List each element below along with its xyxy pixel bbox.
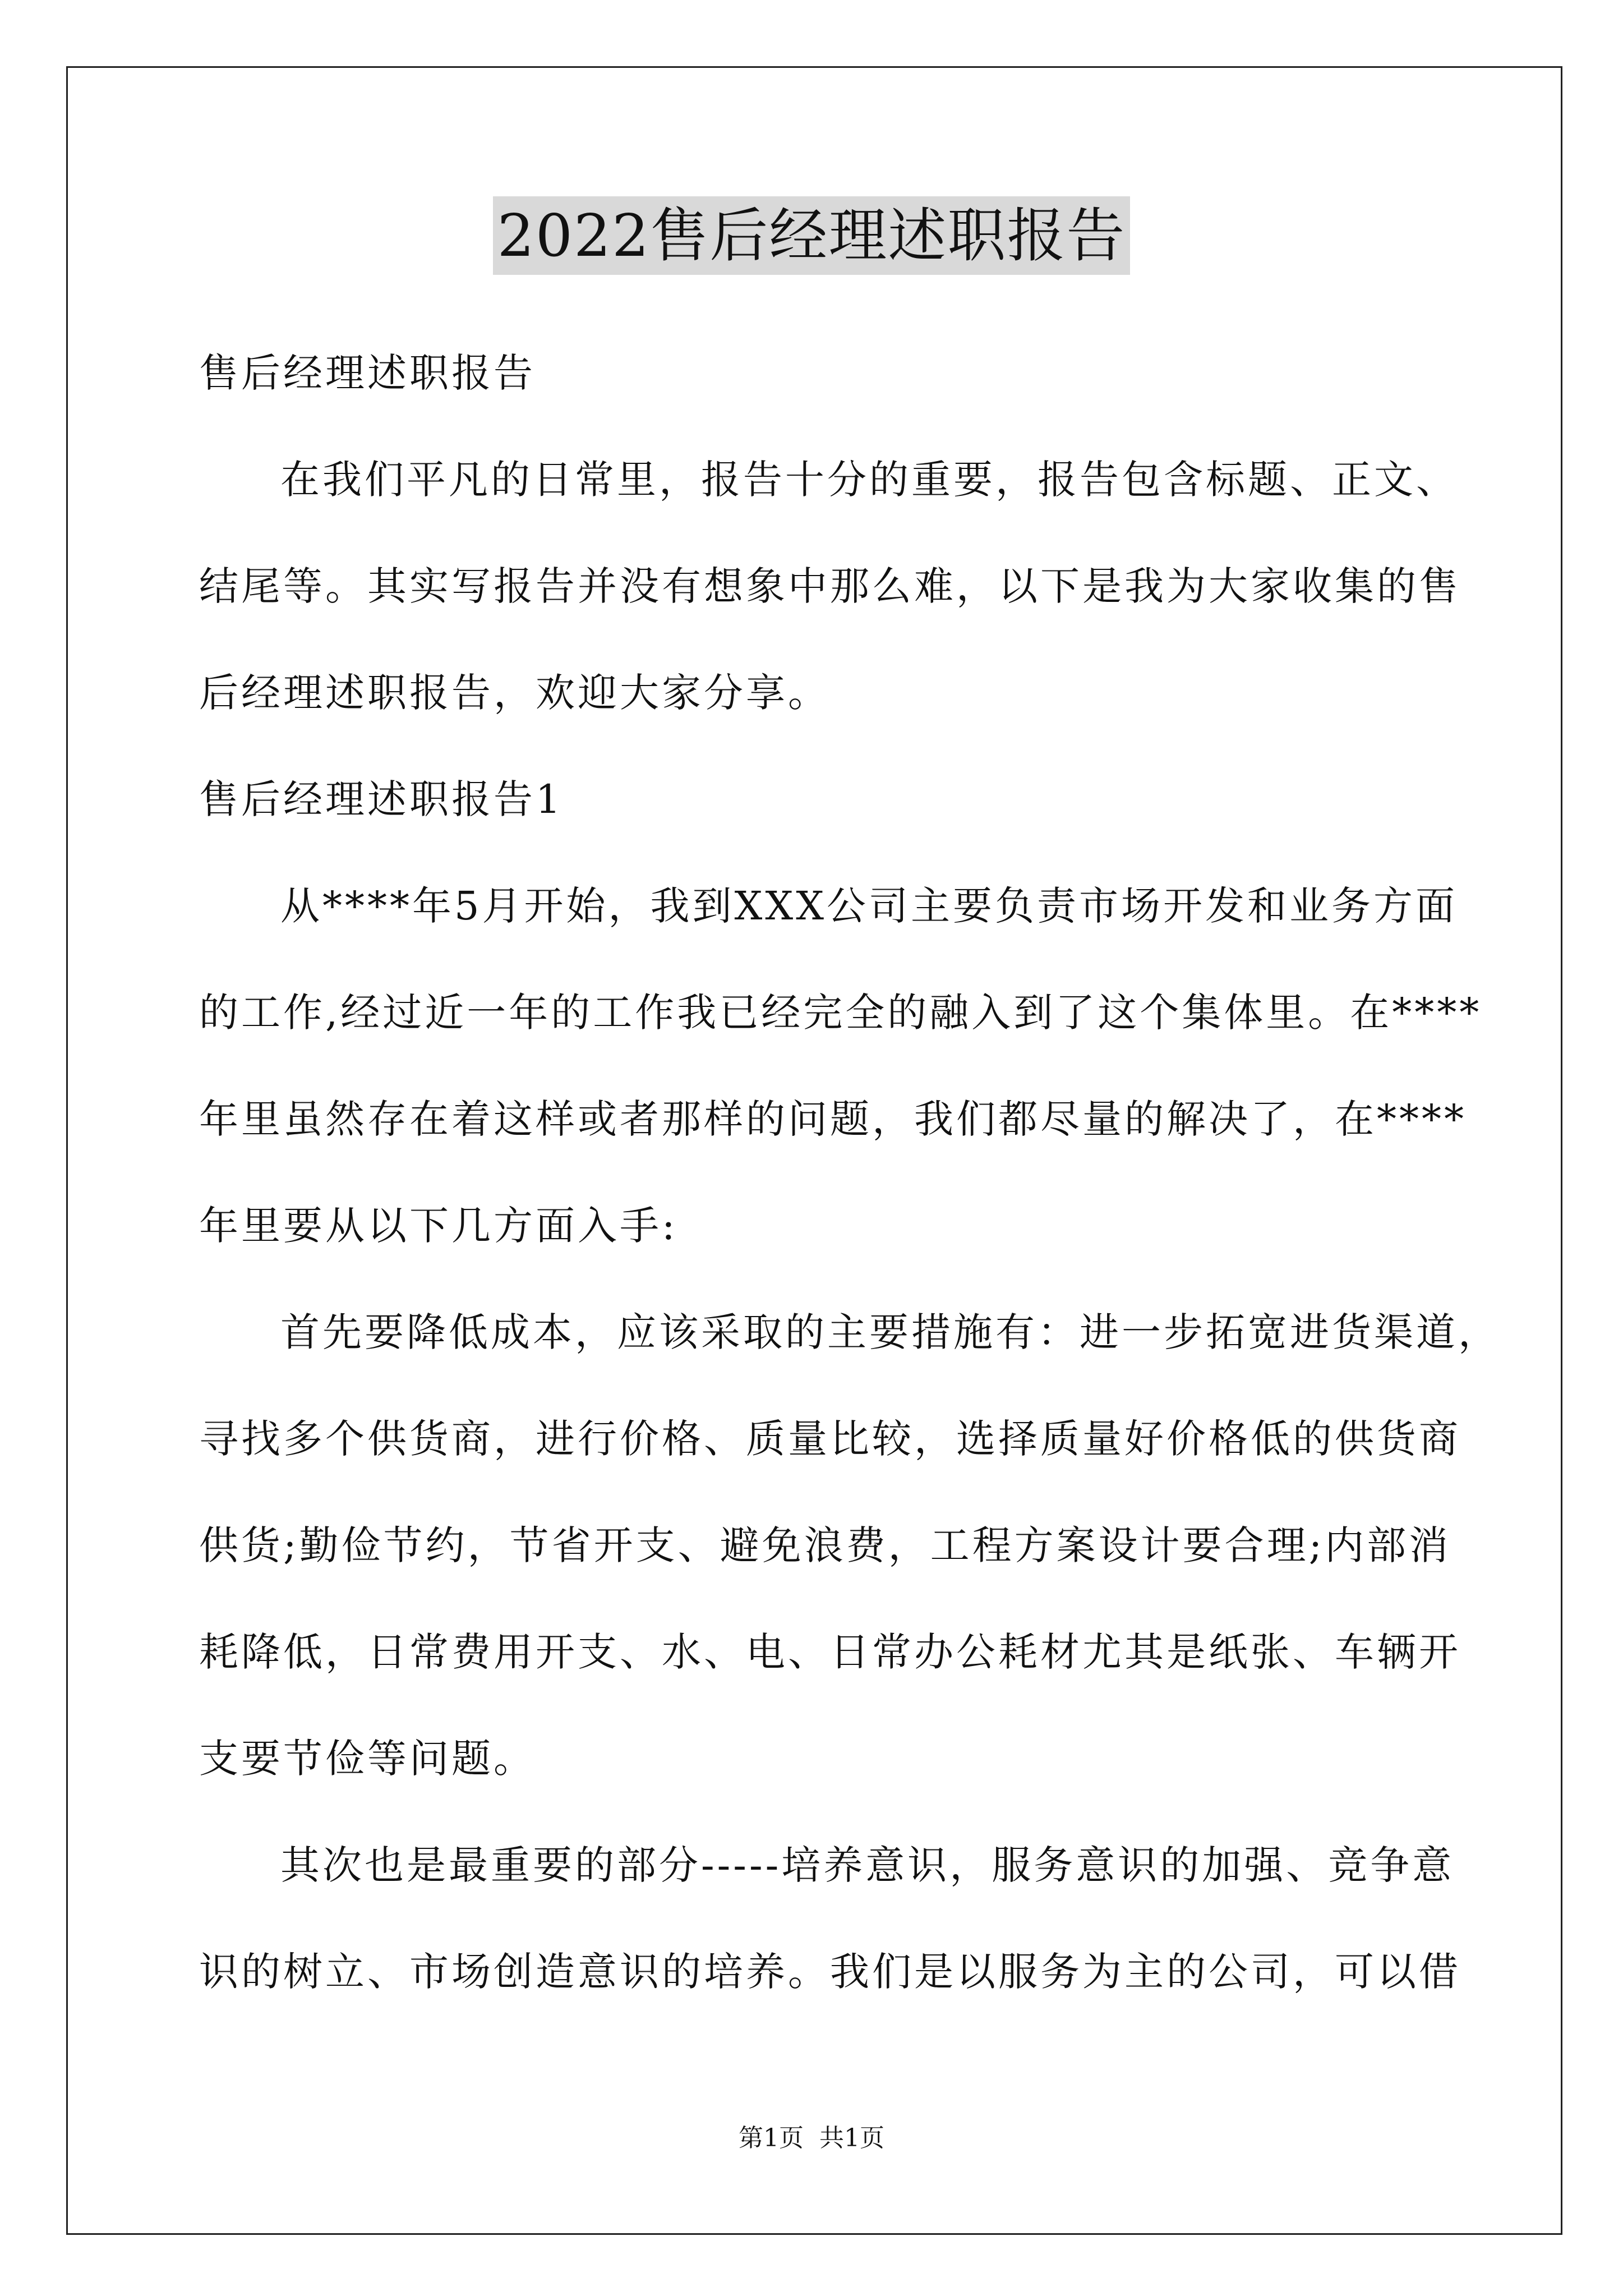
paragraph-line: 从****年5月开始，我到XXX公司主要负责市场开发和业务方面 xyxy=(280,883,1458,929)
page-number: 第1页 xyxy=(739,2124,804,2152)
page-footer xyxy=(0,2122,1623,2155)
paragraph-line: 寻找多个供货商，进行价格、质量比较，选择质量好价格低的供货商 xyxy=(199,1416,1461,1462)
paragraph-line: 识的树立、市场创造意识的培养。我们是以服务为主的公司，可以借 xyxy=(199,1949,1461,1995)
paragraph-line: 结尾等。其实写报告并没有想象中那么难，以下是我为大家收集的售 xyxy=(199,563,1461,609)
section-heading: 售后经理述职报告1 xyxy=(199,776,564,822)
subtitle: 售后经理述职报告 xyxy=(199,350,536,396)
paragraph-line: 的工作,经过近一年的工作我已经完全的融入到了这个集体里。在**** xyxy=(199,990,1482,1036)
paragraph-line: 供货;勤俭节约，节省开支、避免浪费，工程方案设计要合理;内部消 xyxy=(199,1522,1451,1568)
paragraph-line: 其次也是最重要的部分-----培养意识，服务意识的加强、竞争意 xyxy=(280,1842,1455,1888)
paragraph-line: 后经理述职报告，欢迎大家分享。 xyxy=(199,670,830,716)
paragraph-line: 首先要降低成本，应该采取的主要措施有：进一步拓宽进货渠道， xyxy=(280,1309,1500,1355)
paragraph-line: 支要节俭等问题。 xyxy=(199,1736,536,1782)
paragraph-line: 年里要从以下几方面入手: xyxy=(199,1203,678,1249)
paragraph-line: 在我们平凡的日常里，报告十分的重要，报告包含标题、正文、 xyxy=(280,457,1458,503)
paragraph-line: 年里虽然存在着这样或者那样的问题，我们都尽量的解决了，在**** xyxy=(199,1096,1467,1142)
document-body xyxy=(199,342,1500,2047)
page-total: 共1页 xyxy=(819,2124,884,2152)
paragraph-line: 耗降低，日常费用开支、水、电、日常办公耗材尤其是纸张、车辆开 xyxy=(199,1629,1461,1675)
title-block xyxy=(0,196,1623,275)
document-title: 2022售后经理述职报告 xyxy=(493,196,1131,275)
